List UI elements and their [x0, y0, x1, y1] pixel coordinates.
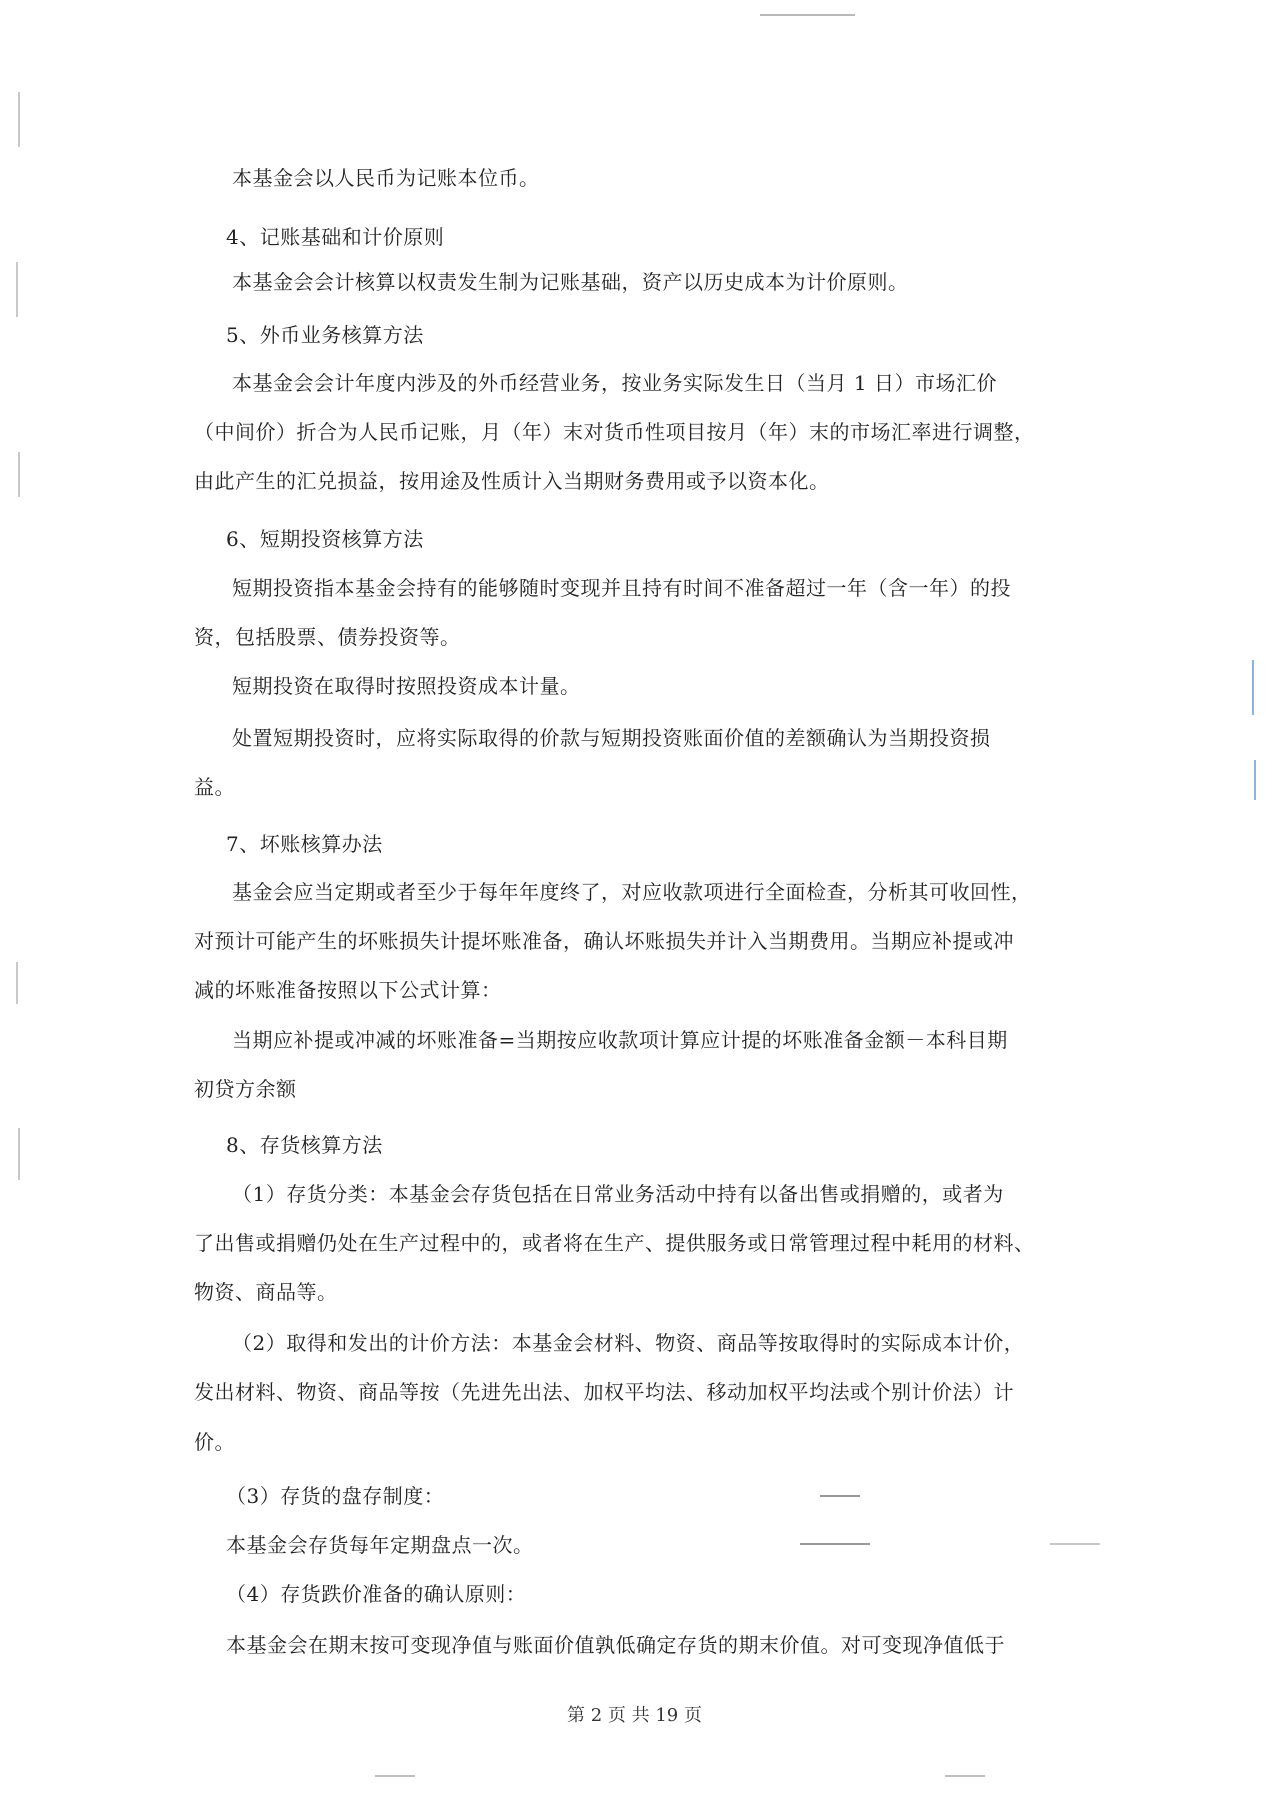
text-line: 本基金会以人民币为记账本位币。 — [232, 166, 540, 190]
text-line: 处置短期投资时，应将实际取得的价款与短期投资账面价值的差额确认为当期投资损 — [232, 726, 991, 750]
scan-smudge — [800, 1543, 870, 1545]
section-heading: 5、外币业务核算方法 — [226, 323, 424, 347]
left-edge-mark — [16, 962, 18, 1004]
section-heading: 4、记账基础和计价原则 — [226, 225, 445, 249]
right-edge-mark — [1252, 660, 1254, 715]
text-line: 对预计可能产生的坏账损失计提坏账准备，确认坏账损失并计入当期费用。当期应补提或冲 — [194, 929, 1014, 953]
section-heading: 6、短期投资核算方法 — [226, 527, 424, 551]
text-line: 本基金会存货每年定期盘点一次。 — [226, 1533, 534, 1557]
left-edge-mark — [16, 262, 18, 317]
text-line: 由此产生的汇兑损益，按用途及性质计入当期财务费用或予以资本化。 — [194, 469, 830, 493]
scan-smudge — [375, 1775, 415, 1777]
text-line: 本基金会会计核算以权责发生制为记账基础，资产以历史成本为计价原则。 — [232, 270, 909, 294]
text-line: （2）取得和发出的计价方法：本基金会材料、物资、商品等按取得时的实际成本计价， — [232, 1331, 1025, 1355]
left-edge-mark — [18, 92, 20, 147]
text-line: 当期应补提或冲减的坏账准备=当期按应收款项计算应计提的坏账准备金额－本科目期 — [232, 1028, 1008, 1052]
text-line: 本基金会在期末按可变现净值与账面价值孰低确定存货的期末价值。对可变现净值低于 — [226, 1633, 1005, 1657]
left-edge-mark — [18, 452, 20, 497]
text-line: （中间价）折合为人民币记账，月（年）末对货币性项目按月（年）末的市场汇率进行调整， — [194, 420, 1035, 444]
text-line: 初贷方余额 — [194, 1077, 297, 1101]
text-line: 发出材料、物资、商品等按（先进先出法、加权平均法、移动加权平均法或个别计价法）计 — [194, 1380, 1014, 1404]
scan-smudge — [1050, 1543, 1100, 1545]
page-number-footer: 第 2 页 共 19 页 — [567, 1705, 702, 1726]
text-line: 资，包括股票、债券投资等。 — [194, 625, 461, 649]
left-edge-mark — [18, 1128, 20, 1180]
subsection-heading: （3）存货的盘存制度： — [226, 1484, 445, 1508]
text-line: 基金会应当定期或者至少于每年年度终了，对应收款项进行全面检查，分析其可收回性， — [232, 880, 1032, 904]
text-line: 益。 — [194, 775, 235, 799]
text-line: 物资、商品等。 — [194, 1280, 338, 1304]
text-line: （1）存货分类：本基金会存货包括在日常业务活动中持有以备出售或捐赠的，或者为 — [232, 1182, 1004, 1206]
text-line: 本基金会会计年度内涉及的外币经营业务，按业务实际发生日（当月 1 日）市场汇价 — [232, 371, 997, 395]
section-heading: 7、坏账核算办法 — [226, 832, 383, 856]
text-line: 短期投资在取得时按照投资成本计量。 — [232, 674, 581, 698]
text-line: 短期投资指本基金会持有的能够随时变现并且持有时间不准备超过一年（含一年）的投 — [232, 576, 1011, 600]
top-scan-mark — [760, 14, 855, 16]
scan-smudge — [820, 1495, 860, 1497]
section-heading: 8、存货核算方法 — [226, 1133, 383, 1157]
text-line: 了出售或捐赠仍处在生产过程中的，或者将在生产、提供服务或日常管理过程中耗用的材料、 — [194, 1231, 1035, 1255]
scan-smudge — [945, 1775, 985, 1777]
text-line: 减的坏账准备按照以下公式计算： — [194, 978, 502, 1002]
right-edge-mark — [1254, 760, 1256, 800]
text-line: 价。 — [194, 1430, 235, 1454]
subsection-heading: （4）存货跌价准备的确认原则： — [226, 1582, 527, 1606]
